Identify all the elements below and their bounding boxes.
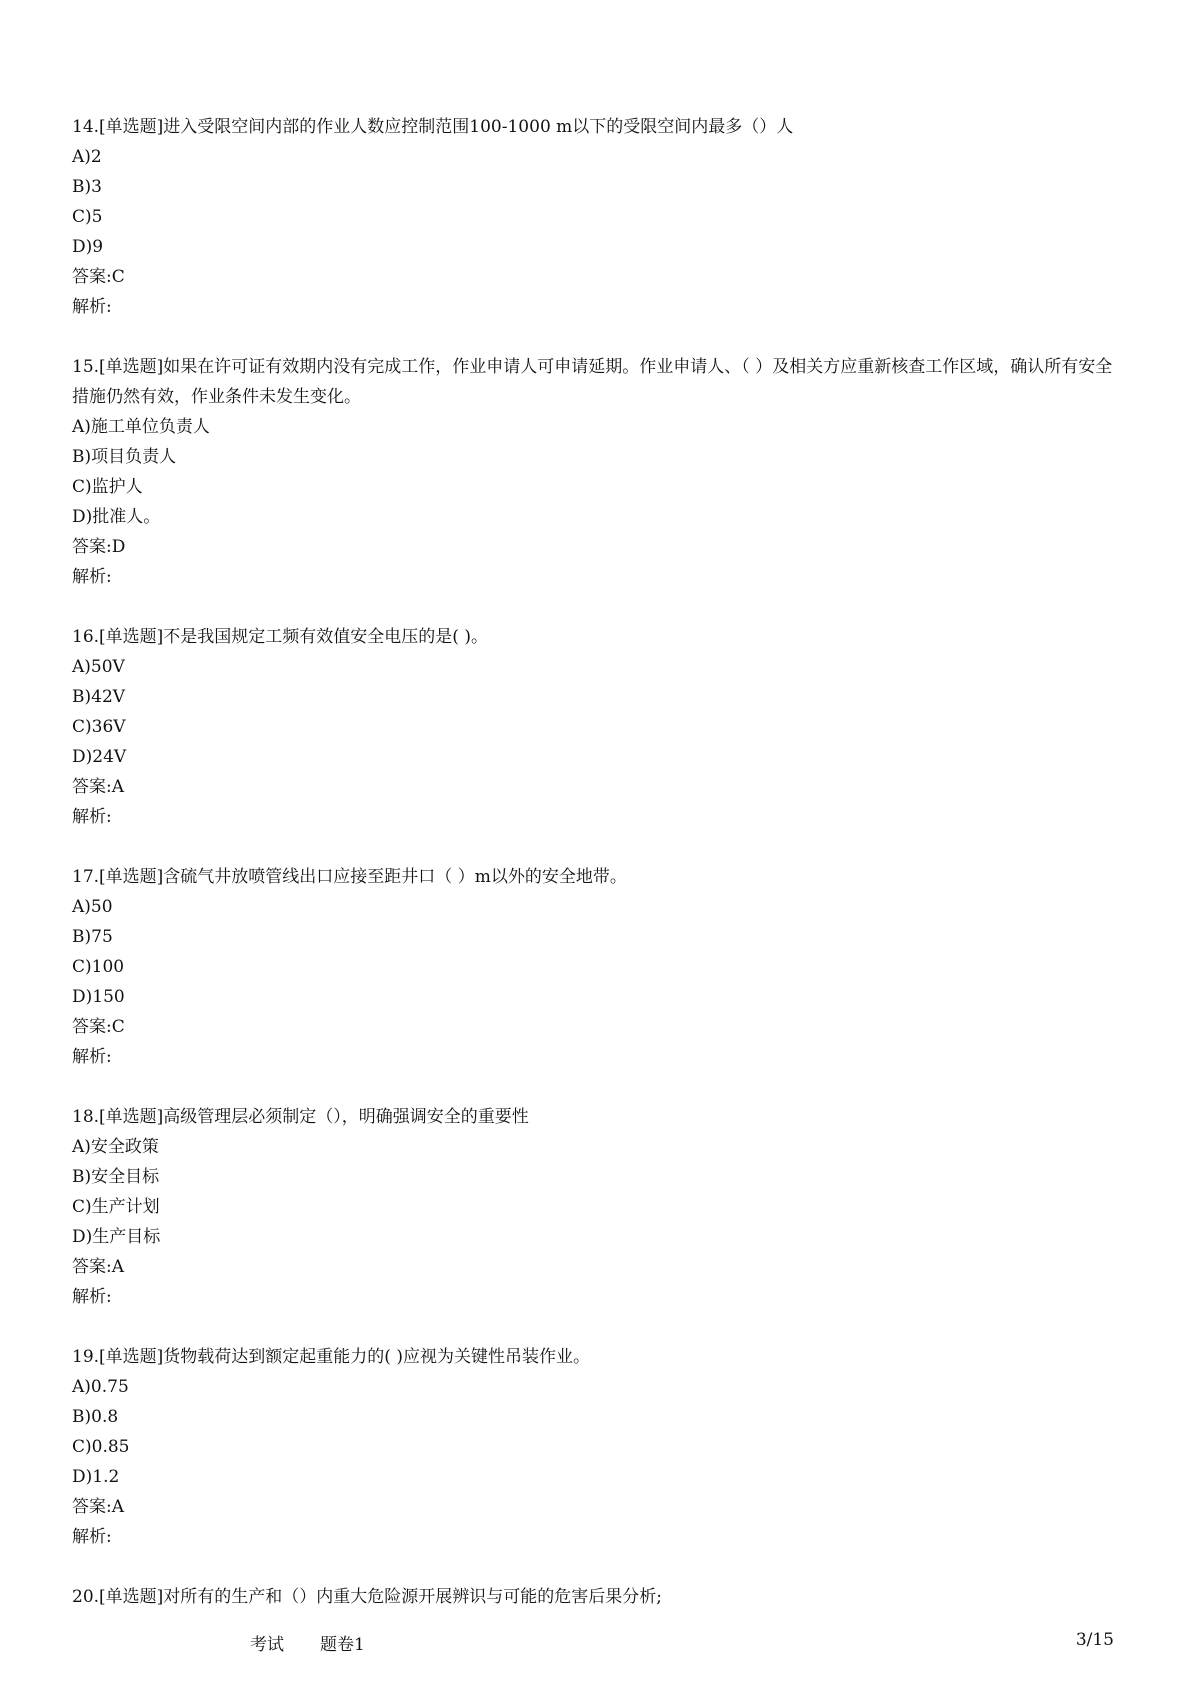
footer-exam-label: 考试: [250, 1635, 284, 1655]
answer-option: B)3: [72, 177, 102, 197]
answer-option: B)75: [72, 927, 113, 947]
answer-option: C)100: [72, 957, 125, 977]
question-stem: 19.[单选题]货物载荷达到额定起重能力的( )应视为关键性吊装作业。: [72, 1347, 590, 1367]
analysis-label: 解析:: [72, 1047, 112, 1067]
analysis-label: 解析:: [72, 567, 112, 587]
question-block: [72, 352, 1122, 592]
answer-option: D)150: [72, 987, 125, 1007]
answer-option: A)安全政策: [72, 1137, 159, 1157]
answer-option: A)2: [72, 147, 102, 167]
answer-option: A)0.75: [72, 1377, 129, 1397]
answer-option: C)生产计划: [72, 1197, 160, 1217]
footer-title: [250, 1630, 365, 1655]
question-block: [72, 1342, 1122, 1552]
question-stem: 14.[单选题]进入受限空间内部的作业人数应控制范围100-1000 m以下的受限空间内最多（）人: [72, 117, 794, 137]
answer-key: 答案:C: [72, 1017, 125, 1037]
question-list: [72, 112, 1122, 1642]
answer-option: B)0.8: [72, 1407, 119, 1427]
question-stem: 18.[单选题]高级管理层必须制定（），明确强调安全的重要性: [72, 1107, 529, 1127]
answer-key: 答案:D: [72, 537, 126, 557]
answer-option: A)50: [72, 897, 113, 917]
question-stem: 16.[单选题]不是我国规定工频有效值安全电压的是( )。: [72, 627, 488, 647]
footer-paper-label: 题卷1: [320, 1635, 365, 1655]
question-stem: 17.[单选题]含硫气井放喷管线出口应接至距井口（ ）m以外的安全地带。: [72, 867, 627, 887]
answer-option: C)监护人: [72, 477, 143, 497]
answer-option: B)项目负责人: [72, 447, 177, 467]
question-block: [72, 622, 1122, 832]
answer-key: 答案:C: [72, 267, 125, 287]
answer-option: B)安全目标: [72, 1167, 160, 1187]
page-number: 3/15: [1075, 1630, 1114, 1650]
answer-key: 答案:A: [72, 1497, 125, 1517]
question-stem: 20.[单选题]对所有的生产和（）内重大危险源开展辨识与可能的危害后果分析;: [72, 1587, 663, 1607]
answer-option: D)批准人。: [72, 507, 161, 527]
answer-option: B)42V: [72, 687, 126, 707]
answer-option: A)50V: [72, 657, 125, 677]
analysis-label: 解析:: [72, 297, 112, 317]
question-block: [72, 112, 1122, 322]
answer-option: C)5: [72, 207, 103, 227]
answer-option: D)生产目标: [72, 1227, 161, 1247]
question-stem: 15.[单选题]如果在许可证有效期内没有完成工作，作业申请人可申请延期。作业申请人、（ ）及相关方应重新核查工作区域，确认所有安全措施仍然有效，作业条件未发生变化。: [72, 357, 1113, 407]
answer-option: C)36V: [72, 717, 126, 737]
analysis-label: 解析:: [72, 807, 112, 827]
question-block: [72, 862, 1122, 1072]
answer-option: D)9: [72, 237, 104, 257]
question-block: [72, 1582, 1122, 1612]
answer-option: A)施工单位负责人: [72, 417, 210, 437]
question-block: [72, 1102, 1122, 1312]
answer-option: D)1.2: [72, 1467, 120, 1487]
analysis-label: 解析:: [72, 1527, 112, 1547]
analysis-label: 解析:: [72, 1287, 112, 1307]
answer-option: D)24V: [72, 747, 127, 767]
answer-key: 答案:A: [72, 1257, 125, 1277]
answer-key: 答案:A: [72, 777, 125, 797]
answer-option: C)0.85: [72, 1437, 130, 1457]
